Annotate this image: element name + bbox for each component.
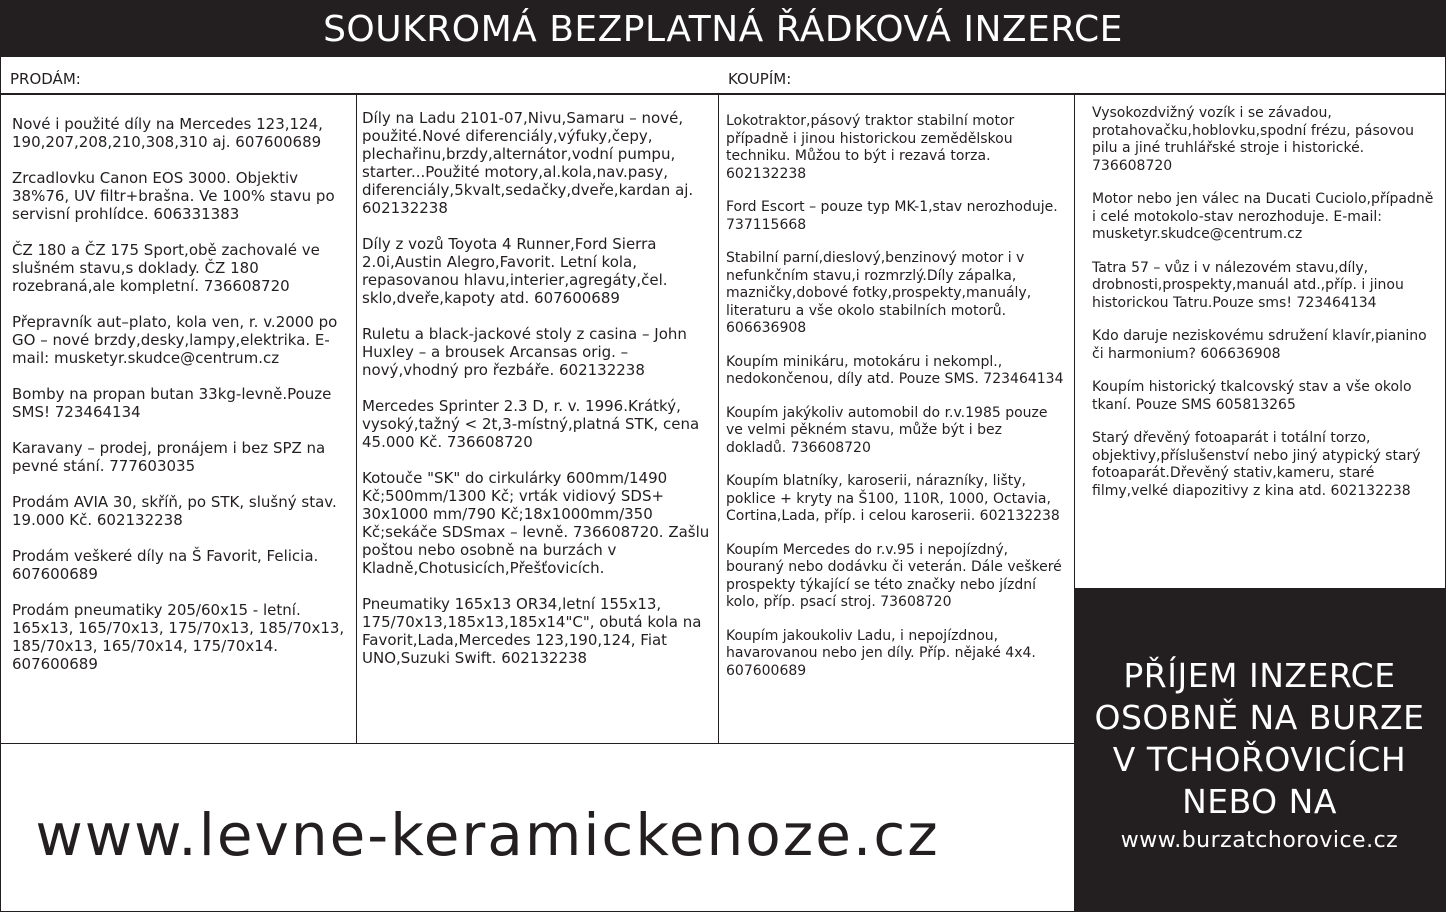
ad-item: Zrcadlovku Canon EOS 3000. Objektiv 38%76, UV filtr+brašna. Ve 100% stavu po servisní prohlídce. 606331383 <box>12 169 335 223</box>
promo-box <box>1074 589 1445 911</box>
ad-item: Starý dřevěný fotoaparát i totální torzo, objektivy,příslušenství nebo jiný atypický starý fotoaparát.Dřevěný stativ,kameru, staré filmy,velké diapozitivy z kina atd. 602132238 <box>1092 430 1421 499</box>
ad-item: ČZ 180 a ČZ 175 Sport,obě zachovalé ve slušném stavu,s doklady. ČZ 180 rozebraná,ale kompletní. 736608720 <box>12 241 320 295</box>
ad-item: Přepravník aut–plato, kola ven, r. v.2000 po GO – nové brzdy,desky,lampy,elektrika. E-mail: musketyr.skudce@centrum.cz <box>12 313 338 367</box>
promo-line: OSOBNĚ NA BURZE <box>1094 698 1425 737</box>
ad-item: Koupím minikáru, motokáru i nekompl., nedokončenou, díly atd. Pouze SMS. 723464134 <box>726 353 1064 387</box>
ad-item: Vysokozdvižný vozík i se závadou, protahovačku,hoblovku,spodní frézu, pásovou pilu a jiné truhlářské stroje i historické. 736608720 <box>1092 105 1415 174</box>
ad-item: Motor nebo jen válec na Ducati Cuciolo,případně i celé motokolo-stav nerozhoduje. E-mail: musketyr.skudce@centrum.cz <box>1092 191 1434 242</box>
promo-line: NEBO NA <box>1182 782 1337 821</box>
sell-column-right <box>356 93 719 744</box>
ad-item: Bomby na propan butan 33kg-levně.Pouze SMS! 723464134 <box>12 385 332 421</box>
section-label-sell: PRODÁM: <box>10 70 81 88</box>
ad-item: Koupím historický tkalcovský stav a vše okolo tkaní. Pouze SMS 605813265 <box>1092 379 1412 413</box>
ad-item: Koupím jakýkoliv automobil do r.v.1985 pouze ve velmi pěkném stavu, může být i bez dokladů. 736608720 <box>726 404 1048 456</box>
ad-item: Koupím jakoukoliv Ladu, i nepojízdnou, havarovanou nebo jen díly. Příp. nějaké 4x4. 607600689 <box>726 627 1036 679</box>
promo-url-link[interactable]: www.burzatchorovice.cz <box>1120 828 1399 853</box>
ad-item: Stabilní parní,dieslový,benzinový motor i v nefunkčním stavu,i rozmrzlý.Díly zápalka, mazničky,dobové fotky,prospekty,manuály, literaturu a vše okolo stabilních motorů. 606636908 <box>726 250 1032 336</box>
ad-item: Mercedes Sprinter 2.3 D, r. v. 1996.Krátký, vysoký,tažný < 2t,3-místný,platná STK, cena 45.000 Kč. 736608720 <box>362 397 700 451</box>
section-label-buy: KOUPÍM: <box>728 70 792 88</box>
ad-item: Prodám AVIA 30, skříň, po STK, slušný stav. 19.000 Kč. 602132238 <box>12 493 337 529</box>
ad-item: Prodám veškeré díly na Š Favorit, Felicia. 607600689 <box>12 547 319 583</box>
sell-column-left <box>1 93 357 744</box>
ad-item: Ruletu a black-jackové stoly z casina – John Huxley – a brousek Arcansas orig. – nový,vhodný pro řezbáře. 602132238 <box>362 325 687 379</box>
website-link[interactable]: www.levne-keramickenoze.cz <box>35 800 940 869</box>
ad-item: Koupím Mercedes do r.v.95 i nepojízdný, bouraný nebo dodávku či veterán. Dále veškeré prospekty týkající se této značky nebo jízdní kolo, příp. psací stroj. 73608720 <box>726 541 1062 610</box>
website-banner <box>1 743 1074 911</box>
buy-column-left <box>718 93 1075 744</box>
ad-item: Ford Escort – pouze typ MK-1,stav nerozhoduje. 737115668 <box>726 199 1058 233</box>
ad-item: Lokotraktor,pásový traktor stabilní motor případně i jinou historickou zemědělskou techniku. Můžou to být i rezavá torza. 602132238 <box>726 113 1015 182</box>
page-title: SOUKROMÁ BEZPLATNÁ ŘÁDKOVÁ INZERCE <box>1 1 1445 57</box>
promo-line: PŘÍJEM INZERCE <box>1123 656 1396 695</box>
ad-item: Nové i použité díly na Mercedes 123,124, 190,207,208,210,308,310 aj. 607600689 <box>12 115 323 151</box>
ad-item: Díly z vozů Toyota 4 Runner,Ford Sierra 2.0i,Austin Alegro,Favorit. Letní kola, repasovanou hlavu,interier,agregáty,čel. sklo,dveře,kapoty atd. 607600689 <box>362 235 668 307</box>
ad-item: Kotouče "SK" do cirkulárky 600mm/1490 Kč;500mm/1300 Kč; vrták vidiový SDS+ 30x1000 mm/790 Kč;18x1000mm/350 Kč;sekáče SDSmax – levně. 736608720. Zašlu poštou nebo osobně na burzách v Kladně,Chotusicích,Přešťovicích. <box>362 469 710 577</box>
ad-item: Karavany – prodej, pronájem i bez SPZ na pevné stání. 777603035 <box>12 439 326 475</box>
ad-item: Tatra 57 – vůz i v nálezovém stavu,díly, drobnosti,prospekty,manuál atd.,příp. i jinou historickou Tatru.Pouze sms! 723464134 <box>1092 259 1404 311</box>
ad-item: Kdo daruje neziskovému sdružení klavír,pianino či harmonium? 606636908 <box>1092 328 1427 362</box>
promo-line: V TCHOŘOVICÍCH <box>1112 740 1407 779</box>
ad-item: Koupím blatníky, karoserii, nárazníky, lišty, poklice + kryty na Š100, 110R, 1000, Octavia, Cortina,Lada, příp. i celou karoserii. 602132238 <box>726 473 1060 524</box>
buy-column-right <box>1074 93 1445 589</box>
ad-item: Prodám pneumatiky 205/60x15 - letní. 165x13, 165/70x13, 175/70x13, 185/70x13, 185/70x13, 165/70x14, 175/70x14. 607600689 <box>12 601 345 673</box>
ad-item: Pneumatiky 165x13 OR34,letní 155x13, 175/70x13,185x13,185x14"C", obutá kola na Favorit,Lada,Mercedes 123,190,124, Fiat UNO,Suzuki Swift. 602132238 <box>362 595 702 667</box>
ad-item: Díly na Ladu 2101-07,Nivu,Samaru – nové, použité.Nové diferenciály,výfuky,čepy, plechařinu,brzdy,alternátor,vodní pumpu, starter...Použité motory,al.kola,nav.pasy, diferenciály,5kvalt,sedačky,dveře,kardan aj. 602132238 <box>362 109 694 217</box>
